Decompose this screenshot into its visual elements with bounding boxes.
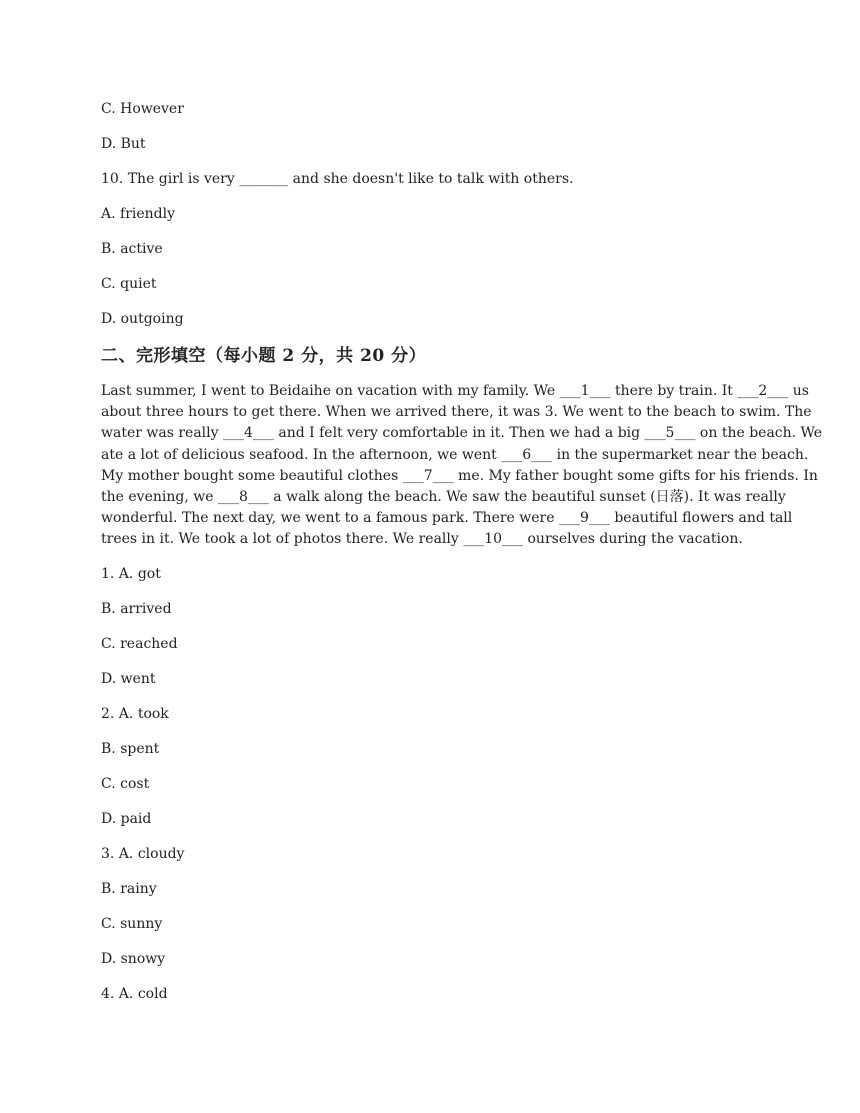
cloze-item: B. spent [101,740,160,757]
section-heading-cloze: 二、完形填空（每小题 2 分，共 20 分） [101,346,427,366]
q10-stem: 10. The girl is very _______ and she doesn't like to talk with others. [101,171,574,187]
q10-option-d: D. outgoing [101,311,184,327]
q9-option-d: D. But [101,136,146,152]
document-page [101,100,823,1020]
cloze-item: C. reached [101,635,178,652]
cloze-item: B. arrived [101,600,172,617]
cloze-item: C. cost [101,775,150,792]
cloze-item: 2. A. took [101,705,169,722]
cloze-item: D. went [101,670,156,687]
cloze-item: 3. A. cloudy [101,845,185,862]
passage-line: trees in it. We took a lot of photos there. We really ___10___ ourselves during the vacation. [101,531,743,548]
q10-option-c: C. quiet [101,276,157,292]
cloze-item: D. snowy [101,950,166,967]
passage-line: wonderful. The next day, we went to a famous park. There were ___9___ beautiful flowers and tall [101,510,793,527]
cloze-item: 1. A. got [101,565,161,582]
passage-line: Last summer, I went to Beidaihe on vacation with my family. We ___1___ there by train. It ___2___ us [101,383,809,399]
cloze-item: C. sunny [101,915,163,932]
cloze-item: B. rainy [101,880,157,897]
passage-line: water was really ___4___ and I felt very comfortable in it. Then we had a big ___5___ on the beach. We [101,425,823,442]
cloze-item: D. paid [101,810,152,827]
passage-line: ate a lot of delicious seafood. In the afternoon, we went ___6___ in the supermarket near the beach. [101,446,809,463]
q9-option-c: C. However [101,101,184,117]
cloze-passage [101,381,823,551]
q10-option-a: A. friendly [101,206,176,222]
passage-line: about three hours to get there. When we arrived there, it was 3. We went to the beach to swim. The [101,404,812,421]
q10-option-b: B. active [101,241,163,257]
passage-line: the evening, we ___8___ a walk along the beach. We saw the beautiful sunset (日落). It was really [101,489,786,506]
passage-line: My mother bought some beautiful clothes ___7___ me. My father bought some gifts for his friends. In [101,467,818,484]
cloze-item: 4. A. cold [101,985,168,1002]
